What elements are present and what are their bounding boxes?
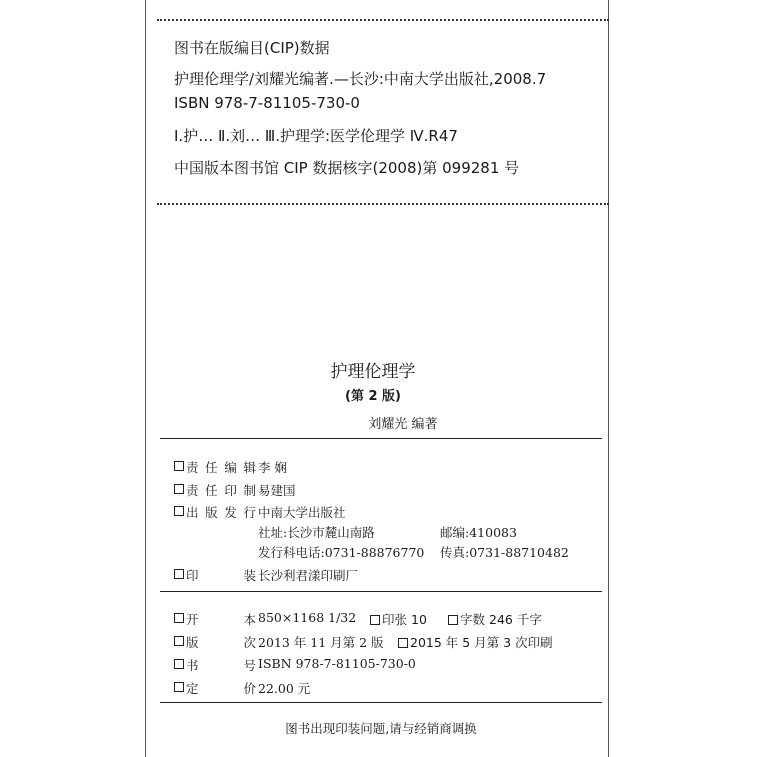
price-label: 定 价 xyxy=(174,679,256,697)
printer-value: 长沙利君漾印刷厂 xyxy=(258,568,359,583)
book-edition: (第 2 版) xyxy=(345,389,401,404)
publisher-address: 社址:长沙市麓山南路 xyxy=(258,525,375,540)
format-label: 开 本 xyxy=(174,610,256,628)
publisher-postcode: 邮编:410083 xyxy=(440,525,517,540)
printing-supervisor-value: 易建国 xyxy=(258,483,296,498)
dotted-divider-bottom xyxy=(157,203,609,205)
checkbox-square-icon xyxy=(174,484,184,494)
edition-label: 版 次 xyxy=(174,633,256,651)
checkbox-square-icon xyxy=(174,682,184,692)
issuer-value: 中南大学出版社 xyxy=(258,505,346,520)
isbn-label: 书 号 xyxy=(174,656,256,674)
cip-heading: 图书在版编目(CIP)数据 xyxy=(174,39,330,57)
fax-number: 传真:0731-88710482 xyxy=(440,545,569,560)
checkbox-square-icon xyxy=(174,461,184,471)
sheets-label: 印张 xyxy=(382,612,408,627)
checkbox-square-icon xyxy=(174,506,184,516)
editor-value: 李 娴 xyxy=(258,460,287,475)
edition-value: 2013 年 11 月第 2 版 xyxy=(258,635,384,650)
checkbox-square-icon xyxy=(398,638,408,648)
checkbox-square-icon xyxy=(174,659,184,669)
book-author: 刘耀光 编著 xyxy=(368,417,438,432)
printer-label: 印 装 xyxy=(174,566,256,584)
editor-label: 责任编辑 xyxy=(174,458,256,476)
checkbox-square-icon xyxy=(370,615,380,625)
printing-date-field xyxy=(398,633,553,651)
printing-date-value: 2015 年 5 月第 3 次印刷 xyxy=(410,635,553,650)
sheets-field xyxy=(370,610,427,628)
cip-line-1: 护理伦理学/刘耀光编著.—长沙:中南大学出版社,2008.7 xyxy=(174,70,547,88)
cip-line-3: Ⅰ.护… Ⅱ.刘… Ⅲ.护理学:医学伦理学 Ⅳ.R47 xyxy=(174,127,458,145)
printing-supervisor-label: 责任印制 xyxy=(174,481,256,499)
issuer-label: 出版发行 xyxy=(174,503,256,521)
word-count-field xyxy=(448,610,542,628)
checkbox-square-icon xyxy=(174,636,184,646)
book-title: 护理伦理学 xyxy=(330,362,416,382)
price-value: 22.00 元 xyxy=(258,681,311,696)
divider-rule-1 xyxy=(160,438,602,439)
checkbox-square-icon xyxy=(174,613,184,623)
sales-phone: 发行科电话:0731-88876770 xyxy=(258,545,425,560)
word-count-label: 字数 xyxy=(460,612,486,627)
isbn-value: ISBN 978-7-81105-730-0 xyxy=(258,656,416,671)
divider-rule-2 xyxy=(160,591,602,592)
format-value: 850×1168 1/32 xyxy=(258,610,357,625)
divider-rule-3 xyxy=(160,702,602,703)
word-count-value: 246 千字 xyxy=(489,612,542,627)
checkbox-square-icon xyxy=(448,615,458,625)
checkbox-square-icon xyxy=(174,569,184,579)
cip-line-4: 中国版本图书馆 CIP 数据核字(2008)第 099281 号 xyxy=(174,159,520,177)
dotted-divider-top xyxy=(157,19,609,21)
sheets-value: 10 xyxy=(411,612,427,627)
footer-note: 图书出现印装问题,请与经销商调换 xyxy=(285,721,477,736)
cip-line-2: ISBN 978-7-81105-730-0 xyxy=(174,94,360,112)
